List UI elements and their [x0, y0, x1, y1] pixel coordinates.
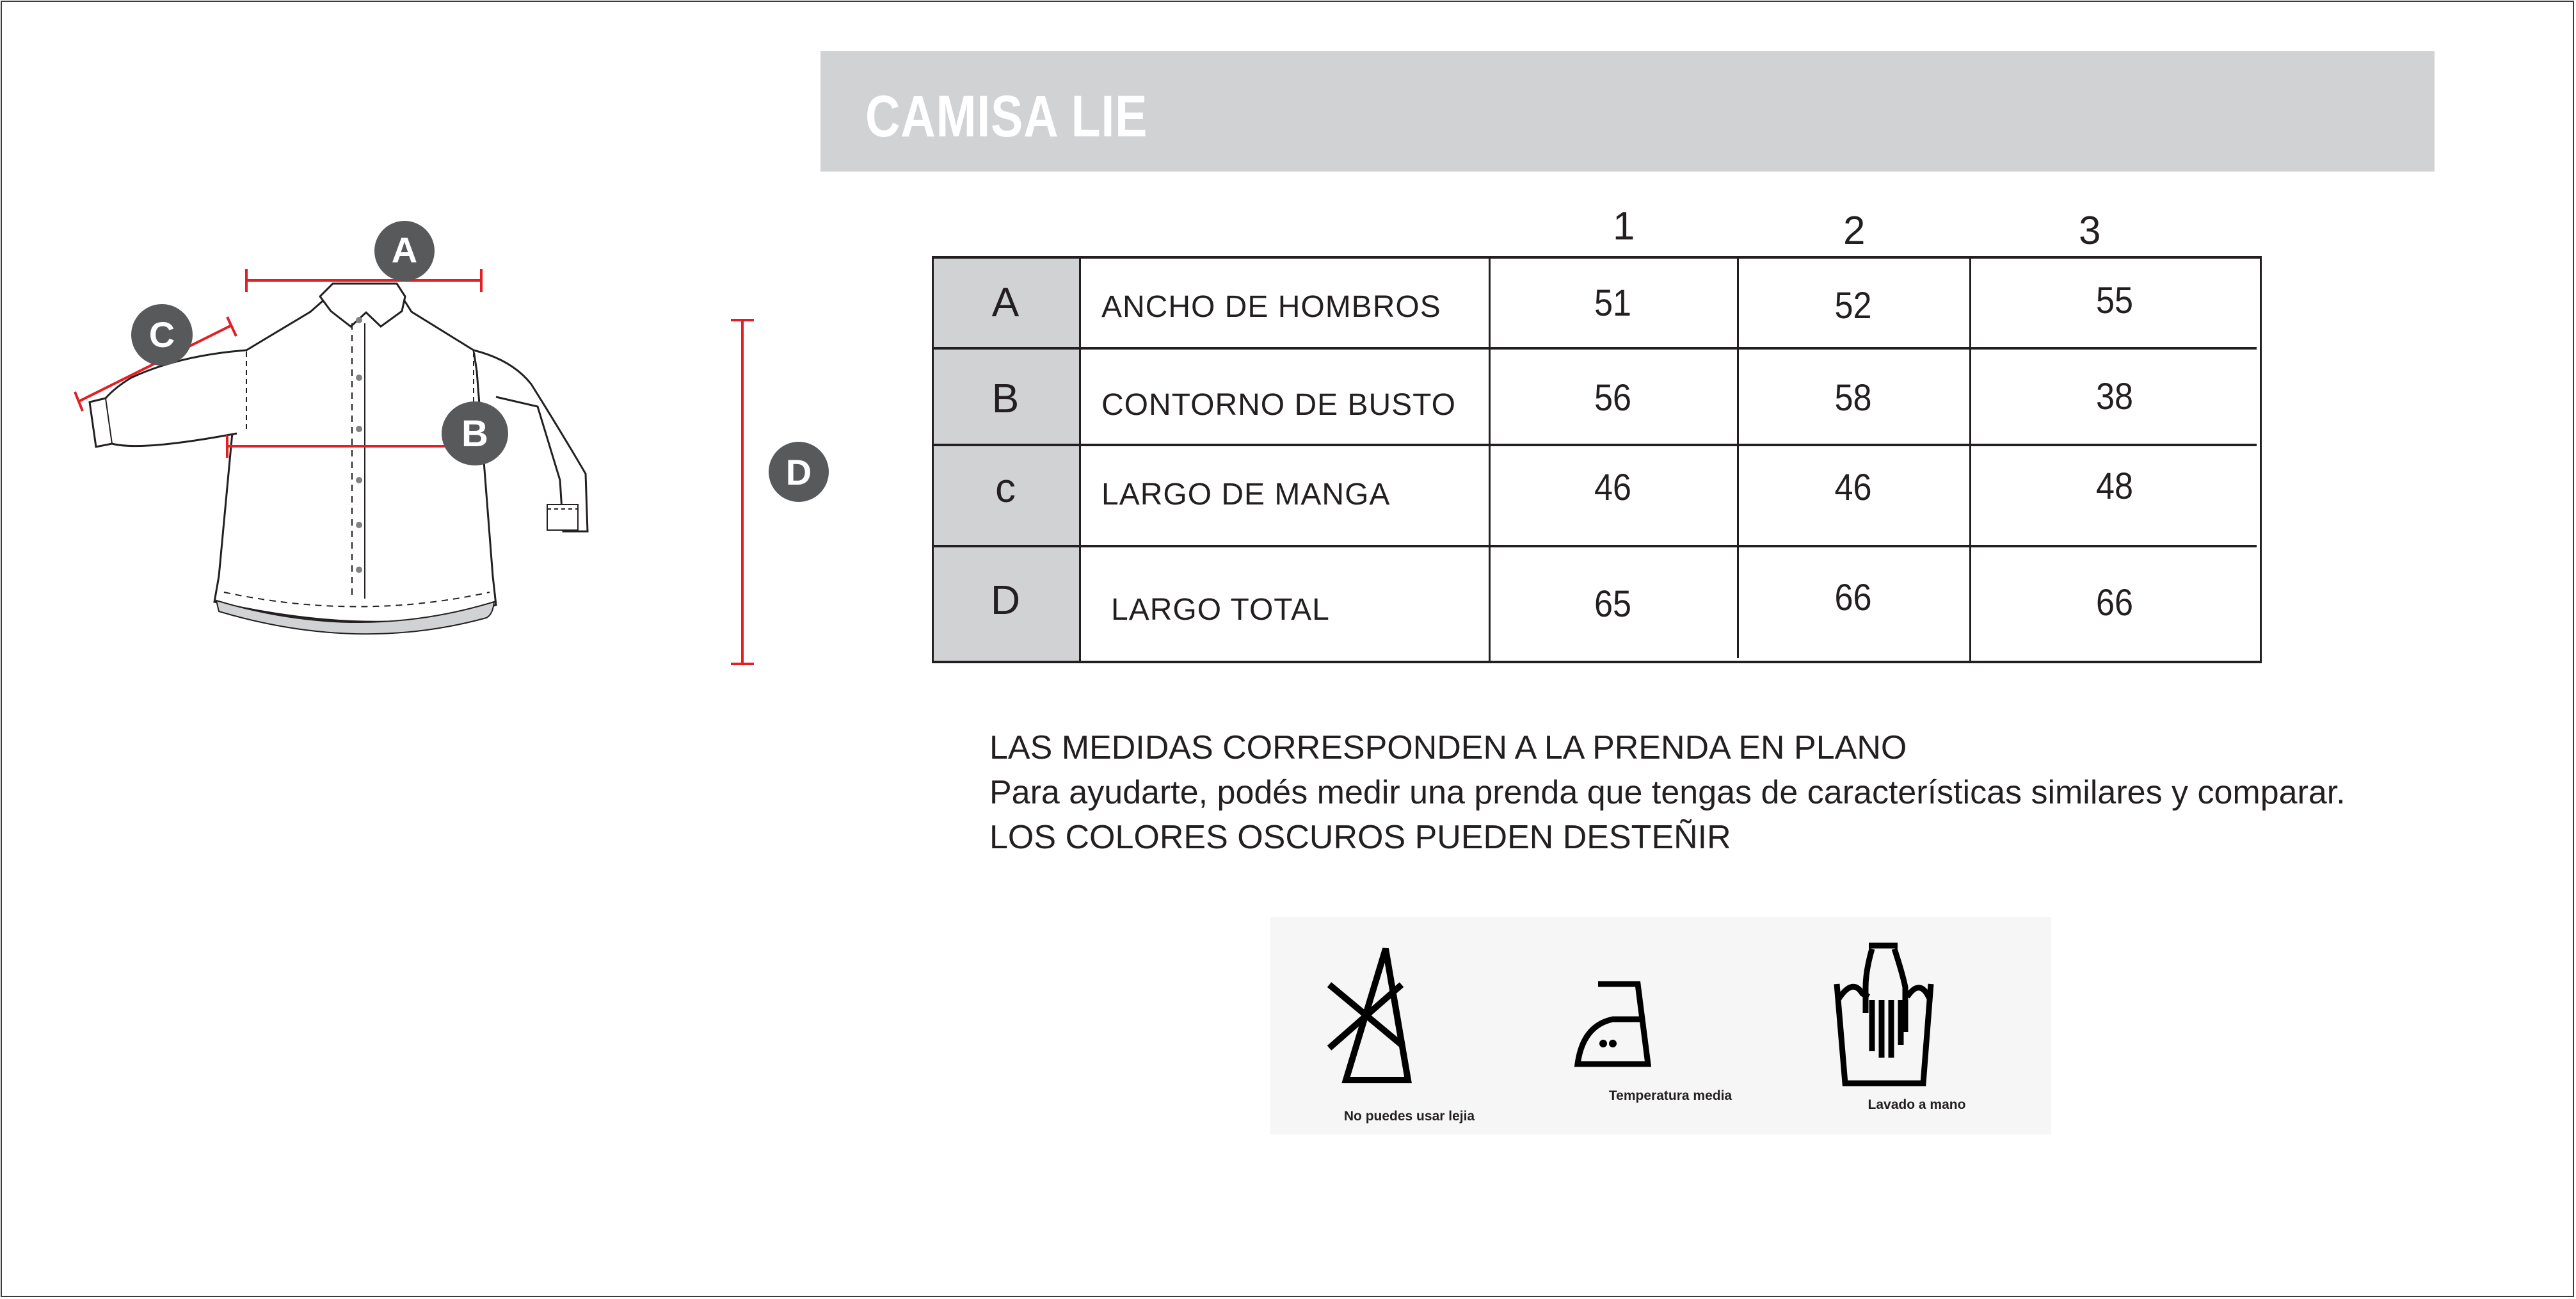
cell-value: 66: [1834, 577, 1872, 618]
row-label: LARGO DE MANGA: [1101, 478, 1391, 512]
row-label: CONTORNO DE BUSTO: [1101, 388, 1456, 422]
table-rule: [932, 347, 2257, 350]
row-key: D: [990, 577, 1021, 623]
shirt-illustration-icon: [51, 218, 845, 679]
care-item-no-bleach: [1270, 917, 1552, 1134]
table-rule: [932, 661, 2262, 663]
size-header-2: 2: [1843, 209, 1866, 253]
table-rule: [1079, 256, 1081, 661]
row-key: A: [991, 279, 1020, 325]
table-rule: [932, 545, 2257, 547]
svg-text:C: C: [148, 314, 175, 355]
title-bar: [820, 51, 2435, 172]
size-header-1: 1: [1613, 204, 1635, 248]
product-title: CAMISA LIE: [865, 84, 1148, 149]
note-line: Para ayudarte, podés medir una prenda que tengas de características similares y comparar.: [989, 774, 2346, 811]
note-line: LAS MEDIDAS CORRESPONDEN A LA PRENDA EN PLANO: [989, 729, 1907, 766]
cell-value: 52: [1834, 285, 1872, 327]
size-header-3: 3: [2079, 209, 2101, 253]
care-label: Temperatura media: [1608, 1088, 1732, 1103]
care-item-hand-wash: [1802, 917, 2051, 1134]
marker-a: [374, 221, 435, 281]
cell-value: 48: [2095, 465, 2134, 507]
cell-value: 56: [1594, 377, 1632, 419]
size-table: [932, 256, 2262, 663]
cell-value: 38: [2095, 376, 2134, 417]
cell-value: 66: [2095, 582, 2134, 624]
care-item-iron-medium: [1552, 917, 1802, 1134]
care-label: No puedes usar lejia: [1343, 1109, 1475, 1124]
row-key: c: [995, 465, 1016, 511]
svg-text:A: A: [391, 230, 418, 270]
svg-text:B: B: [461, 413, 488, 455]
measurement-notes: [989, 725, 2346, 860]
cell-value: 46: [1834, 467, 1872, 508]
cell-value: 55: [2095, 280, 2134, 321]
table-rule: [2260, 256, 2262, 663]
note-line: LOS COLORES OSCUROS PUEDEN DESTEÑIR: [989, 819, 1731, 856]
svg-text:D: D: [785, 452, 812, 492]
row-label: LARGO TOTAL: [1111, 593, 1330, 627]
row-key: B: [991, 375, 1020, 421]
table-rule: [932, 256, 2262, 259]
table-rule: [1737, 256, 1739, 658]
table-rule: [932, 444, 2257, 446]
care-instructions-panel: [1270, 917, 2051, 1134]
row-label: ANCHO DE HOMBROS: [1101, 290, 1441, 324]
cell-value: 46: [1594, 467, 1632, 508]
care-label: Lavado a mano: [1868, 1097, 1966, 1112]
cell-value: 58: [1834, 377, 1872, 419]
cell-value: 51: [1594, 282, 1632, 324]
table-rule: [1489, 256, 1491, 661]
table-rule: [1969, 256, 1971, 663]
cell-value: 65: [1594, 583, 1632, 625]
shirt-measurement-diagram: [51, 218, 845, 679]
no-bleach-icon: [1270, 917, 1552, 1134]
